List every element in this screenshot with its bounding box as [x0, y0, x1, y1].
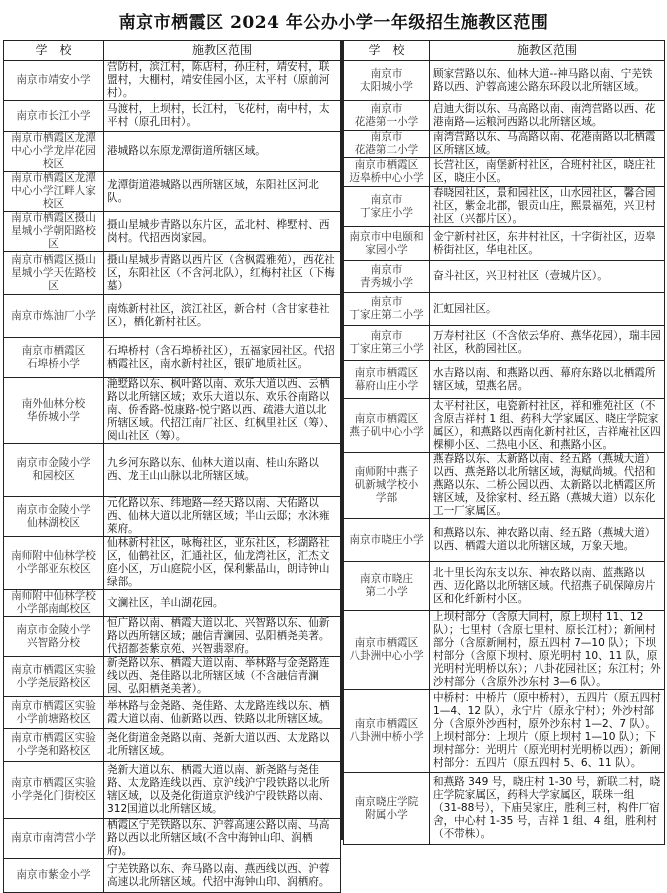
table-row [344, 611, 665, 690]
enrollment-range: 和燕路以东、神农路以南、经五路（燕城大道）以西、栖霞大道以北所辖区域，万象天地。 [430, 519, 665, 562]
school-name: 南京市栖霞区 八卦洲中桥小学 [344, 690, 430, 773]
table-row [344, 326, 665, 361]
table-row [344, 158, 665, 187]
school-name: 南京市 花港第一小学 [344, 101, 430, 131]
enrollment-range: 尧化街道金尧路以南、尧新大道以西、太龙路以北所辖区域。 [104, 729, 341, 762]
enrollment-range: 中桥村：中桥片（原中桥村），五四片（原五四村 1—4、12 队），永宁片（原永宁村）；外沙村部分（含原外沙西村，原外沙东村 1—2、7 队）。上坝村部分：上坝片（原上坝村 1—10 队）；下坝村部分：光明片（原光明村光明桥以西）；新闸村部分：五四片（原五四村 5、6、11 队）。 [430, 690, 665, 773]
enrollment-range: 金宁新村社区，东井村社区，十字街社区，迈皋桥街社区，华电社区。 [430, 227, 665, 261]
table-row [4, 729, 341, 762]
school-name: 南京市金陵小学 兴智路分校 [4, 617, 104, 657]
school-name: 南师附中燕子 矶新城学校小 学部 [344, 453, 430, 519]
header-range: 施教区范围 [430, 41, 665, 61]
enrollment-range: 太平村社区，电瓷新村社区，祥和雅苑社区（不含原吉祥村 1 组、药科大学家属区、晓庄学院家属区），和燕路以西南化新村社区，吉祥庵社区四棵柳小区、二热电小区、和燕路小区。 [430, 399, 665, 453]
enrollment-range: 汇虹园社区。 [430, 293, 665, 326]
enrollment-range: 摄山星城步青路以西片区（含枫霞雅苑），西花社区，东阳社区（不含河北队），红梅村社区（下梅墓） [104, 252, 341, 295]
table-row [344, 399, 665, 453]
school-name: 南京市炼油厂小学 [4, 295, 104, 338]
school-name: 南京市南湾营小学 [4, 819, 104, 859]
enrollment-range: 九乡河东路以东、仙林大道以南、桂山东路以西、龙王山山脉以北所辖区域。 [104, 444, 341, 497]
table-row [344, 453, 665, 519]
table-row [344, 261, 665, 293]
enrollment-range: 龙潭街道港城路以西所辖区域，东阳社区河北队。 [104, 172, 341, 212]
table-row [4, 295, 341, 338]
school-name: 南京市靖安小学 [4, 61, 104, 101]
table-row [4, 444, 341, 497]
enrollment-range: 营防村，滨江村，陈店村，孙庄村，靖安村，联盟村，大棚村，靖安佳园小区，太平村（原前河村）。 [104, 61, 341, 101]
enrollment-range: 新尧路以东、栖霞大道以南、举林路与金尧路连线以西、尧佳路以北所辖区域（不含融信青澜园、弘阳栖尧美著）。 [104, 657, 341, 697]
school-name: 南京市 青秀城小学 [344, 261, 430, 293]
school-name: 南外仙林分校 华侨城小学 [4, 378, 104, 444]
enrollment-range: 文澜社区，羊山湖花园。 [104, 590, 341, 617]
school-name: 南京市长江小学 [4, 101, 104, 132]
enrollment-range: 港城路以东原龙潭街道所辖区域。 [104, 132, 341, 172]
school-name: 南京市栖霞区 石埠桥小学 [4, 338, 104, 378]
table-row [344, 562, 665, 611]
enrollment-range: 仙林新村社区，咏梅社区，亚东社区，杉湖路社区，仙鹤社区，汇通社区，仙龙湾社区，汇杰文庭小区，万山庭院小区，保利紫晶山，朗诗钟山绿部。 [104, 537, 341, 590]
enrollment-range: 石埠桥村（含石埠桥社区），五福家园社区。代招栖霞社区，南水新村社区，银矿地质社区。 [104, 338, 341, 378]
table-row [344, 519, 665, 562]
header-range: 施教区范围 [104, 41, 341, 61]
enrollment-range: 和燕路 349 号，晓庄村 1-30 号，新联二村，晓庄学院家属区，药科大学家属区，联珠一组（31-88号），下庙吴家庄，胜利三村，构件厂宿舍，中心村 1-35 号，吉祥 1 组、4 组，胜利村（不带株）。 [430, 773, 665, 845]
school-name: 南京市栖霞区 幕府山庄小学 [344, 361, 430, 399]
enrollment-range: 上坝村部分（含原大同村，原上坝村 11、12 队）；七里村（含原七里村、原长江村）；新闸村部分（含原新闸村，原五四村 7—10 队）；下坝村部分（含原下坝村、原光明村 10、11 队，原光明村光明桥以东）；八卦花园社区；东江村；外沙村部分（含原外沙东村 3—6 队）。 [430, 611, 665, 690]
table-row [344, 773, 665, 845]
enrollment-range: 摄山星城步青路以东片区，孟北村、桦墅村、西岗村。代招西岗家园。 [104, 212, 341, 252]
enrollment-range: 长营社区，南堡新村社区，合班村社区，晓庄社区，晓庄小区。 [430, 158, 665, 187]
table-row [4, 101, 341, 132]
enrollment-table-right [343, 40, 665, 845]
enrollment-range: 举林路与金尧路、尧佳路、太龙路连线以东、栖霞大道以南、仙新路以西、铁路以北所辖区域。 [104, 697, 341, 729]
table-row [4, 762, 341, 819]
table-row [4, 819, 341, 859]
table-row [344, 101, 665, 131]
school-name: 南京市 太阳城小学 [344, 61, 430, 101]
table-row [4, 859, 341, 893]
school-name: 南京市 花港第二小学 [344, 131, 430, 158]
school-name: 南京市 丁家庄第二小学 [344, 293, 430, 326]
enrollment-range: 滟墅路以东、枫叶路以南、欢乐大道以西、云栖路以北所辖区域；欢乐大道以东、欢乐谷南路以南、侨香路-悦康路-悦宁路以西、疏港大道以北所辖区域。代招江南厂社区、红枫里社区（筹）、阅山社区（筹）。 [104, 378, 341, 444]
school-name: 南师附中仙林学校 小学部南邮校区 [4, 590, 104, 617]
school-name: 南京市晓庄 第二小学 [344, 562, 430, 611]
school-name: 南京市栖霞区 燕子矶中心小学 [344, 399, 430, 453]
table-row [4, 338, 341, 378]
enrollment-range: 宁芜铁路以东、奔马路以南、燕西线以西、沪蓉高速以北所辖区域。代招中海钟山印、润栖府。 [104, 859, 341, 893]
table-row [4, 497, 341, 537]
page-title: 南京市栖霞区 2024 年公办小学一年级招生施教区范围 [118, 13, 549, 33]
school-name: 南京市中电颐和 家园小学 [344, 227, 430, 261]
enrollment-table-left [3, 40, 341, 893]
enrollment-range: 尧新大道以东、栖霞大道以南、新尧路与尧佳路、太龙路连线以西、京沪线沪宁段铁路以北所辖区域，以及尧化街道京沪线沪宁段铁路以南、312国道以北所辖区域。 [104, 762, 341, 819]
school-name: 南京市金陵小学 和园校区 [4, 444, 104, 497]
table-row [4, 252, 341, 295]
table-row [344, 293, 665, 326]
school-name: 南京市栖霞区 迈皋桥中心小学 [344, 158, 430, 187]
table-row [4, 617, 341, 657]
table-row [4, 537, 341, 590]
school-name: 南京市 丁家庄小学 [344, 187, 430, 227]
enrollment-range: 马渡村，上坝村，长江村，飞花村，南中村，太平村（原孔田村）。 [104, 101, 341, 132]
enrollment-range: 燕春路以东、太新路以南、经五路（燕城大道）以西、燕尧路以北所辖区域，海赋尚城。代招和燕路以东、二桥公园以西、太新路以北栖霞区所辖区域，及徐家村、经五路（燕城大道）以东化工一厂家属区。 [430, 453, 665, 519]
enrollment-range: 恒广路以南、栖霞大道以北、兴智路以东、仙新路以西所辖区域；融信青澜园、弘阳栖尧美著。代招都荟紫京苑、兴智翡翠府。 [104, 617, 341, 657]
table-row [4, 172, 341, 212]
school-name: 南京市紫金小学 [4, 859, 104, 893]
school-name: 南京市 丁家庄第三小学 [344, 326, 430, 361]
table-row [4, 590, 341, 617]
table-row [344, 187, 665, 227]
school-name: 南京市栖霞区实验 小学尧和路校区 [4, 729, 104, 762]
school-name: 南京市金陵小学 仙林湖校区 [4, 497, 104, 537]
school-name: 南京市栖霞区龙潭中心小学江畔人家校区 [4, 172, 104, 212]
school-name: 南京市栖霞区摄山星城小学天佐路校区 [4, 252, 104, 295]
enrollment-range: 春晓园社区，景和园社区，山水园社区，馨合园社区，紫金北郡，银贡山庄，熙景福苑，兴卫村社区（兴都片区）。 [430, 187, 665, 227]
enrollment-range: 万寿村社区（不含依云华府、燕华花园），瑞丰园社区，秋韵园社区。 [430, 326, 665, 361]
table-row [4, 132, 341, 172]
enrollment-range: 水吉路以南、和燕路以西、幕府东路以北栖霞所辖区域，望燕名居。 [430, 361, 665, 399]
table-row [344, 690, 665, 773]
school-name: 南京晓庄学院 附属小学 [344, 773, 430, 845]
school-name: 南京市栖霞区实验 小学前塘路校区 [4, 697, 104, 729]
school-name: 南京市晓庄小学 [344, 519, 430, 562]
school-name: 南师附中仙林学校 小学部亚东校区 [4, 537, 104, 590]
header-school: 学 校 [344, 41, 430, 61]
table-row [344, 227, 665, 261]
enrollment-range: 奋斗社区，兴卫村社区（壹城片区）。 [430, 261, 665, 293]
table-row [344, 61, 665, 101]
table-row [344, 131, 665, 158]
table-row [4, 657, 341, 697]
enrollment-range: 启迪大街以东、马高路以南、南湾营路以西、花港南路—运粮河西路以北所辖区域。 [430, 101, 665, 131]
school-name: 南京市栖霞区 八卦洲中心小学 [344, 611, 430, 690]
school-name: 南京市栖霞区摄山星城小学朝阳路校区 [4, 212, 104, 252]
table-row [4, 61, 341, 101]
enrollment-range: 北十里长沟东支以东、神农路以南、蓝燕路以西、迈化路以北所辖区域。代招燕子矶保障房片区和化纤新村小区。 [430, 562, 665, 611]
school-name: 南京市栖霞区实验 小学尧化门街校区 [4, 762, 104, 819]
table-row [4, 697, 341, 729]
table-row [344, 361, 665, 399]
school-name: 南京市栖霞区龙潭中心小学龙岸花园校区 [4, 132, 104, 172]
enrollment-range: 南湾营路以东、马高路以南、花港南路以北栖霞区所辖区域。 [430, 131, 665, 158]
table-row [4, 212, 341, 252]
table-row [4, 378, 341, 444]
enrollment-range: 南炼新村社区，滨江社区，新合村（含甘家巷社区），栖化新村社区。 [104, 295, 341, 338]
enrollment-range: 元化路以东、纬地路—经天路以南、天佑路以西、仙林大道以北所辖区域；半山云邸；水沐雍萊府。 [104, 497, 341, 537]
header-school: 学 校 [4, 41, 104, 61]
enrollment-range: 顾家营路以东、仙林大道--神马路以南、宁芜铁路以西、沪蓉高速公路东环段以北所辖区域。 [430, 61, 665, 101]
school-name: 南京市栖霞区实验 小学尧辰路校区 [4, 657, 104, 697]
enrollment-range: 栖霞区宁芜铁路以东、沪蓉高速公路以南、马高路以西以北所辖区域(不含中海钟山印、润栖府)。 [104, 819, 341, 859]
